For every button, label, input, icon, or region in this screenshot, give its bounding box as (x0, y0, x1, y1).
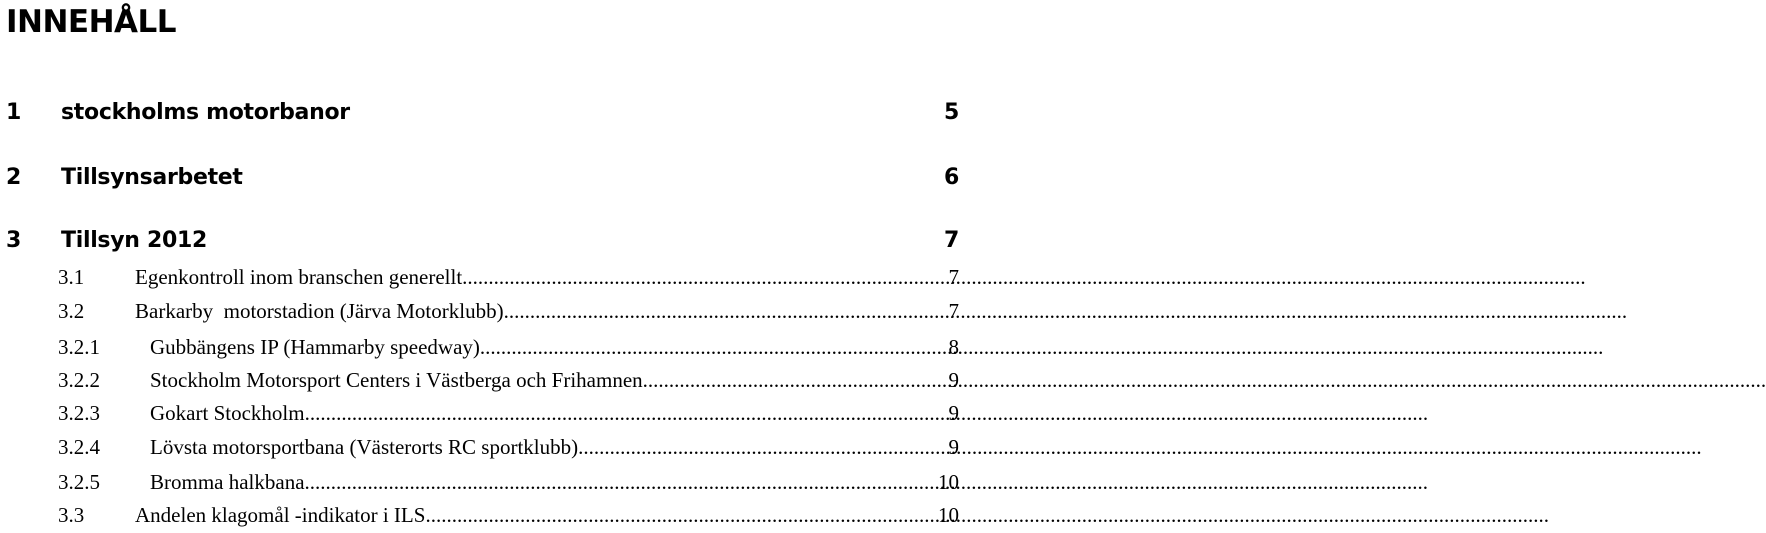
entry-title: Egenkontroll inom branschen generellt (135, 265, 463, 289)
chapter-title: Tillsynsarbetet (61, 165, 243, 190)
dot-leader (305, 468, 1429, 497)
toc-entry-row[interactable] (0, 263, 959, 292)
chapter-number: 1 (6, 100, 22, 125)
entry-title: Gokart Stockholm (150, 401, 305, 425)
chapter-page: 5 (943, 100, 959, 125)
entry-page: 10 (938, 503, 959, 527)
toc-entry-row[interactable] (0, 297, 959, 326)
entry-number: 3.2.5 (58, 470, 100, 494)
entry-page: 8 (948, 335, 959, 359)
chapter-number: 3 (6, 228, 22, 253)
entry-number: 3.1 (58, 265, 85, 289)
chapter-title: Tillsyn 2012 (61, 228, 208, 253)
dot-leader (480, 333, 1604, 362)
entry-title: Andelen klagomål -indikator i ILS (135, 503, 426, 527)
toc-entry-row[interactable] (0, 333, 959, 362)
entry-title: Bromma halkbana (150, 470, 305, 494)
entry-number: 3.2.2 (58, 368, 100, 392)
entry-number: 3.2.4 (58, 435, 100, 459)
dot-leader (305, 399, 1429, 428)
entry-title: Lövsta motorsportbana (Västerorts RC sportklubb) (150, 435, 579, 459)
dot-leader (643, 366, 1766, 395)
entry-page: 9 (948, 435, 959, 459)
entry-title: Barkarby motorstadion (Järva Motorklubb) (135, 299, 504, 323)
dot-leader (504, 297, 1628, 326)
dot-leader (578, 433, 1702, 462)
entry-number: 3.2.1 (58, 335, 100, 359)
toc-entry-row[interactable] (0, 501, 959, 530)
dot-leader (462, 263, 1586, 292)
entry-page: 10 (938, 470, 959, 494)
toc-chapter-row[interactable] (0, 223, 959, 259)
entry-page: 9 (948, 368, 959, 392)
chapter-number: 2 (6, 165, 22, 190)
page-title: INNEHÅLL (6, 4, 177, 40)
entry-title: Gubbängens IP (Hammarby speedway) (150, 335, 480, 359)
chapter-title: stockholms motorbanor (61, 100, 350, 125)
entry-number: 3.2 (58, 299, 85, 323)
chapter-page: 6 (943, 165, 959, 190)
entry-number: 3.2.3 (58, 401, 100, 425)
entry-number: 3.3 (58, 503, 85, 527)
toc-chapter-row[interactable] (0, 160, 959, 196)
toc-entry-row[interactable] (0, 468, 959, 497)
entry-page: 9 (948, 401, 959, 425)
chapter-page: 7 (943, 228, 959, 253)
entry-page: 7 (948, 299, 959, 323)
toc-entry-row[interactable] (0, 366, 959, 395)
entry-title: Stockholm Motorsport Centers i Västberga och Frihamnen (150, 368, 643, 392)
dot-leader (425, 501, 1549, 530)
toc-entry-row[interactable] (0, 433, 959, 462)
toc-entry-row[interactable] (0, 399, 959, 428)
toc-chapter-row[interactable] (0, 95, 959, 131)
entry-page: 7 (948, 265, 959, 289)
